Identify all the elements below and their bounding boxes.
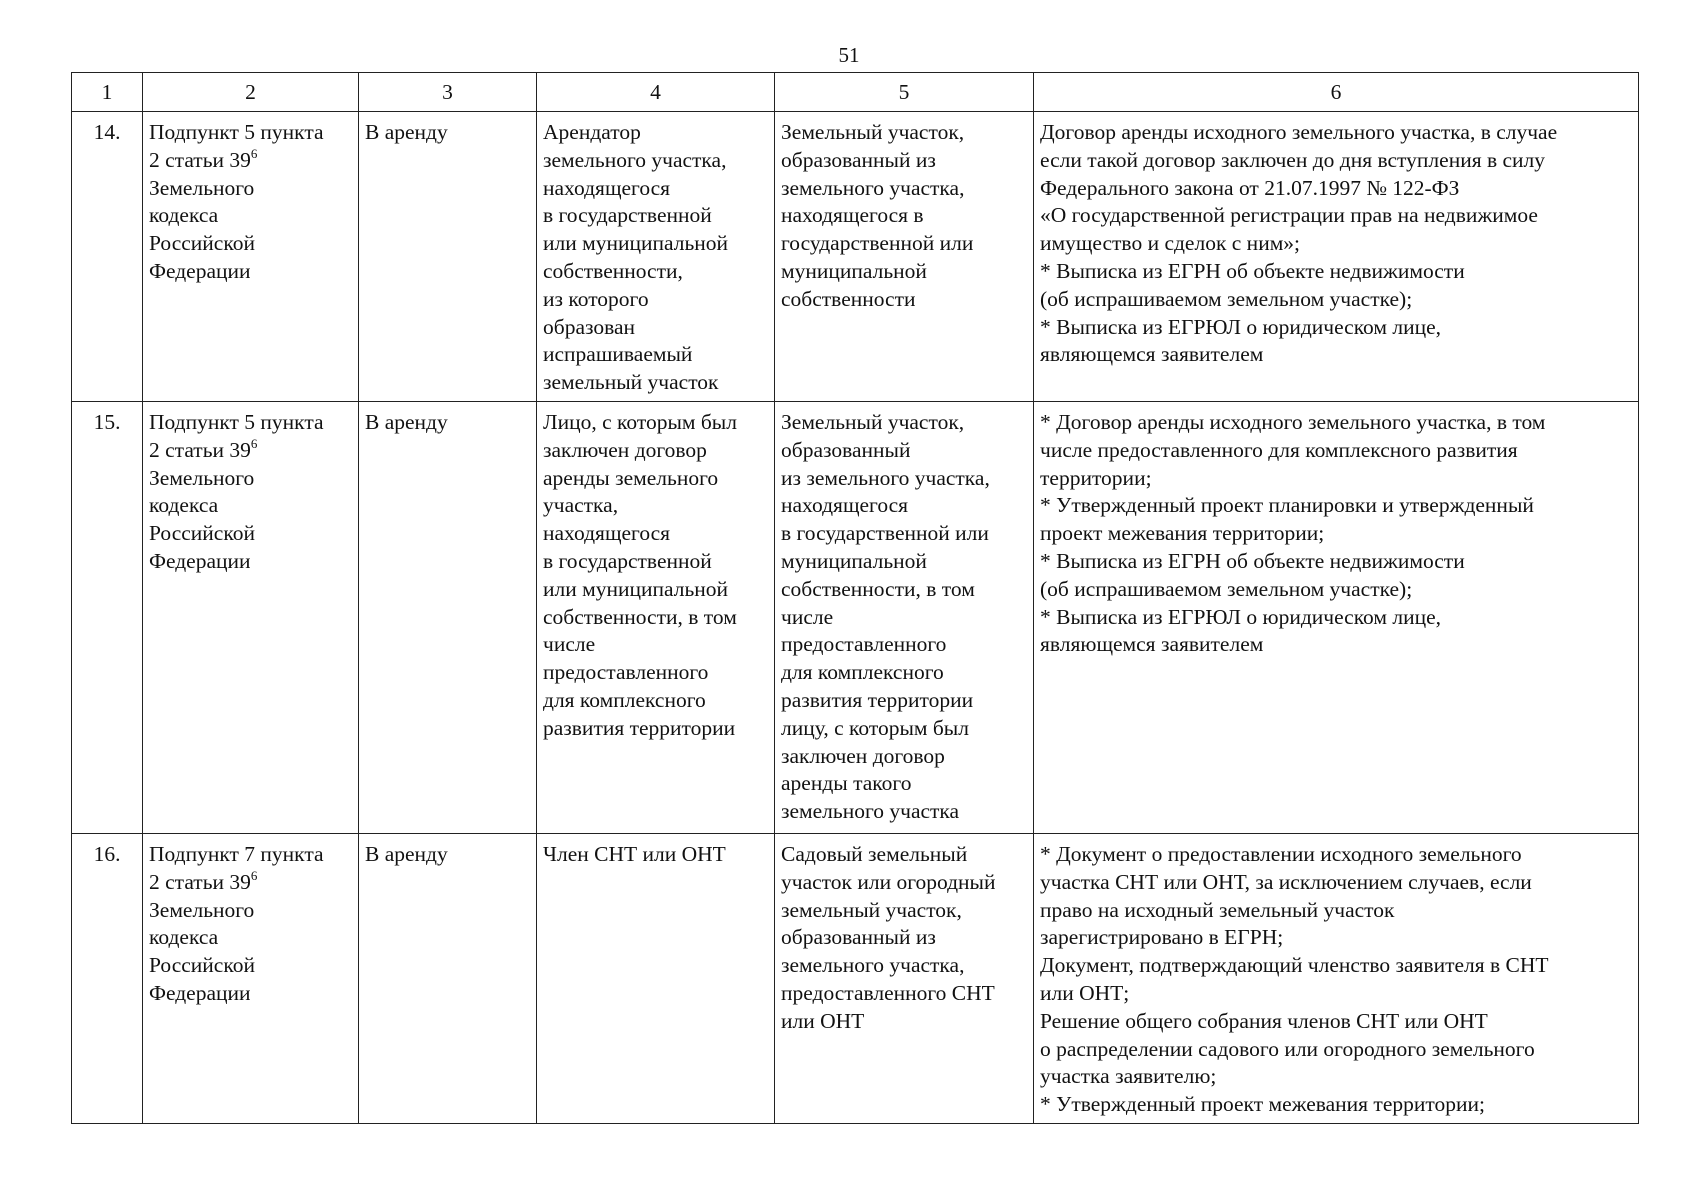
text-line <box>543 369 768 397</box>
text-line-content: * Документ о предоставлении исходного земельного <box>1040 842 1522 866</box>
text-line-content: земельный участок <box>543 370 719 395</box>
text-line <box>781 520 1027 548</box>
text-line <box>781 743 1027 771</box>
text-line-content: участка СНТ или ОНТ, за исключением случаев, если <box>1040 869 1532 894</box>
text-line <box>1040 409 1632 437</box>
text-line <box>1040 897 1632 925</box>
text-line-content: собственности, в том <box>543 604 737 629</box>
text-line-content: кодекса <box>149 925 219 950</box>
text-line-content: образованный <box>781 437 911 462</box>
text-line-content: находящегося <box>543 521 671 546</box>
documents-cell <box>1034 834 1639 1124</box>
legal-basis-cell <box>143 834 359 1124</box>
text-line <box>543 258 768 286</box>
text-line <box>543 147 768 175</box>
text-line-content: * Утвержденный проект межевания территории; <box>1040 1092 1485 1117</box>
text-line <box>1040 1008 1632 1036</box>
text-line-content: кодекса <box>149 493 219 518</box>
text-line <box>1040 1091 1632 1119</box>
text-line <box>543 175 768 203</box>
text-line-content: Земельного <box>149 897 255 922</box>
text-line <box>1040 548 1632 576</box>
applicant-cell <box>537 402 775 834</box>
text-line <box>149 230 352 258</box>
text-line-content: находящегося <box>543 175 671 200</box>
text-line <box>543 409 768 437</box>
text-line <box>1040 492 1632 520</box>
text-line <box>543 465 768 493</box>
text-line-content: Подпункт 5 пункта <box>149 120 324 144</box>
text-line-content: в государственной <box>543 548 712 573</box>
text-line <box>781 437 1027 465</box>
text-line <box>149 465 352 493</box>
text-line-content: развития территории <box>781 687 974 712</box>
text-line <box>1040 230 1632 258</box>
text-line-content: Земельного <box>149 175 255 200</box>
text-line-content: Земельный участок, <box>781 120 965 144</box>
text-line <box>543 520 768 548</box>
text-line <box>1040 604 1632 632</box>
text-line-content: лицу, с которым был <box>781 715 969 740</box>
text-line-content: Федерального закона от 21.07.1997 № 122-ФЗ <box>1040 175 1460 200</box>
text-line-content: или муниципальной <box>543 576 729 601</box>
legal-basis-cell <box>143 112 359 402</box>
text-line <box>149 924 352 952</box>
provision-type-cell <box>359 112 537 402</box>
text-line <box>1040 1036 1632 1064</box>
text-line <box>781 465 1027 493</box>
text-line-content: собственности, в том <box>781 576 975 601</box>
text-line-content: Член СНТ или ОНТ <box>543 842 726 866</box>
text-line <box>781 492 1027 520</box>
text-line-content: Федерации <box>149 258 251 283</box>
column-header: 2 <box>143 73 359 112</box>
text-line-content: В аренду <box>365 410 448 434</box>
text-line-content: муниципальной <box>781 258 927 283</box>
row-number-cell: 14. <box>72 112 143 402</box>
text-line-content: 2 статьи 39 <box>149 147 251 172</box>
text-line-content: являющемся заявителем <box>1040 632 1264 657</box>
text-line <box>1040 119 1632 147</box>
text-line <box>781 659 1027 687</box>
table-row <box>72 112 1639 402</box>
text-line-content: Решение общего собрания членов СНТ или ОНТ <box>1040 1008 1488 1033</box>
land-plot-cell <box>775 402 1034 834</box>
documents-cell <box>1034 402 1639 834</box>
text-line-content: предоставленного СНТ <box>781 980 995 1005</box>
text-line-content: Федерации <box>149 548 251 573</box>
text-line-content: или муниципальной <box>543 231 729 256</box>
text-line-content: Российской <box>149 521 255 546</box>
text-line <box>1040 202 1632 230</box>
text-line <box>781 631 1027 659</box>
text-line-content: * Утвержденный проект планировки и утвержденный <box>1040 493 1534 518</box>
text-line-content: земельный участок, <box>781 897 962 922</box>
text-line-content: Земельный участок, <box>781 410 965 434</box>
table-row <box>72 834 1639 1124</box>
text-line <box>781 286 1027 314</box>
text-line-content: образованный из <box>781 925 936 950</box>
text-line <box>365 409 530 437</box>
text-line <box>781 147 1027 175</box>
text-line-content: 2 статьи 39 <box>149 437 251 462</box>
column-header: 6 <box>1034 73 1639 112</box>
text-line-content: находящегося в <box>781 203 924 228</box>
document-table <box>71 72 1639 1124</box>
superscript: 6 <box>250 145 258 161</box>
text-line-content: * Выписка из ЕГРЮЛ о юридическом лице, <box>1040 604 1442 629</box>
text-line <box>781 258 1027 286</box>
text-line-content: собственности, <box>543 258 683 283</box>
text-line <box>149 548 352 576</box>
text-line <box>149 175 352 203</box>
text-line <box>1040 175 1632 203</box>
text-line <box>149 147 352 175</box>
text-line-content: предоставленного <box>543 660 709 685</box>
text-line <box>781 924 1027 952</box>
text-line <box>1040 1063 1632 1091</box>
text-line <box>543 659 768 687</box>
text-line-content: или ОНТ <box>781 1008 865 1033</box>
page-number: 51 <box>838 43 860 67</box>
text-line <box>1040 341 1632 369</box>
text-line-content: В аренду <box>365 842 448 866</box>
table-header-row <box>72 73 1639 112</box>
text-line-content: «О государственной регистрации прав на недвижимое <box>1040 203 1538 228</box>
text-line-content: 2 статьи 39 <box>149 869 251 894</box>
text-line-content: государственной или <box>781 231 974 256</box>
text-line-content: аренды такого <box>781 771 912 796</box>
text-line <box>543 341 768 369</box>
text-line-content: земельного участка <box>781 799 960 824</box>
text-line-content: являющемся заявителем <box>1040 342 1264 367</box>
text-line <box>149 202 352 230</box>
text-line <box>781 715 1027 743</box>
text-line <box>543 631 768 659</box>
text-line <box>543 314 768 342</box>
text-line <box>543 548 768 576</box>
text-line <box>1040 147 1632 175</box>
text-line-content: * Выписка из ЕГРЮЛ о юридическом лице, <box>1040 314 1442 339</box>
text-line <box>781 687 1027 715</box>
text-line <box>543 230 768 258</box>
text-line-content: (об испрашиваемом земельном участке); <box>1040 286 1413 311</box>
text-line-content: Федерации <box>149 980 251 1005</box>
text-line-content: для комплексного <box>543 687 706 712</box>
text-line <box>781 869 1027 897</box>
text-line <box>365 119 530 147</box>
text-line <box>781 604 1027 632</box>
text-line-content: зарегистрировано в ЕГРН; <box>1040 925 1284 950</box>
text-line <box>365 841 530 869</box>
text-line-content: испрашиваемый <box>543 342 693 367</box>
text-line-content: Договор аренды исходного земельного участка, в случае <box>1040 120 1558 144</box>
text-line <box>149 841 352 869</box>
text-line-content: для комплексного <box>781 660 944 685</box>
text-line <box>1040 437 1632 465</box>
text-line <box>149 869 352 897</box>
documents-cell <box>1034 112 1639 402</box>
text-line-content: в государственной или <box>781 521 989 546</box>
text-line <box>1040 980 1632 1008</box>
text-line <box>1040 520 1632 548</box>
text-line-content: собственности <box>781 286 916 311</box>
text-line-content: право на исходный земельный участок <box>1040 897 1395 922</box>
text-line-content: проект межевания территории; <box>1040 521 1325 546</box>
text-line-content: Лицо, с которым был <box>543 410 737 434</box>
applicant-cell <box>537 834 775 1124</box>
text-line-content: В аренду <box>365 120 448 144</box>
text-line <box>781 841 1027 869</box>
text-line-content: участка, <box>543 493 619 518</box>
text-line-content: Документ, подтверждающий членство заявителя в СНТ <box>1040 953 1549 978</box>
text-line-content: из которого <box>543 286 649 311</box>
text-line <box>781 980 1027 1008</box>
text-line <box>149 437 352 465</box>
text-line <box>149 520 352 548</box>
text-line-content: аренды земельного <box>543 465 719 490</box>
text-line <box>781 897 1027 925</box>
text-line <box>149 409 352 437</box>
superscript: 6 <box>250 867 258 883</box>
text-line-content: земельного участка, <box>781 175 965 200</box>
text-line <box>781 770 1027 798</box>
text-line-content: Садовый земельный <box>781 842 968 866</box>
text-line <box>149 258 352 286</box>
land-plot-cell <box>775 112 1034 402</box>
applicant-cell <box>537 112 775 402</box>
text-line <box>1040 869 1632 897</box>
text-line-content: заключен договор <box>543 437 707 462</box>
column-header: 5 <box>775 73 1034 112</box>
text-line-content: образован <box>543 314 636 339</box>
text-line-content: * Договор аренды исходного земельного участка, в том <box>1040 410 1546 434</box>
text-line-content: муниципальной <box>781 548 927 573</box>
text-line <box>1040 465 1632 493</box>
text-line-content: территории; <box>1040 465 1152 490</box>
provision-type-cell <box>359 834 537 1124</box>
legal-basis-cell <box>143 402 359 834</box>
text-line-content: о распределении садового или огородного земельного <box>1040 1036 1535 1061</box>
text-line <box>149 952 352 980</box>
text-line-content: Российской <box>149 953 255 978</box>
text-line <box>543 119 768 147</box>
text-line <box>1040 314 1632 342</box>
text-line-content: Подпункт 7 пункта <box>149 842 324 866</box>
text-line <box>543 687 768 715</box>
text-line-content: образованный из <box>781 147 936 172</box>
text-line <box>149 119 352 147</box>
text-line-content: земельного участка, <box>543 147 727 172</box>
column-header: 1 <box>72 73 143 112</box>
text-line <box>1040 576 1632 604</box>
text-line <box>1040 631 1632 659</box>
superscript: 6 <box>250 435 258 451</box>
text-line <box>1040 286 1632 314</box>
text-line-content: * Выписка из ЕГРН об объекте недвижимости <box>1040 258 1465 283</box>
text-line-content: Земельного <box>149 465 255 490</box>
text-line <box>1040 924 1632 952</box>
text-line <box>543 492 768 520</box>
text-line <box>781 230 1027 258</box>
text-line <box>781 175 1027 203</box>
text-line-content: числе <box>781 604 834 629</box>
text-line-content: числе предоставленного для комплексного развития <box>1040 437 1518 462</box>
table-body <box>72 112 1639 1124</box>
text-line <box>543 576 768 604</box>
text-line <box>781 798 1027 826</box>
text-line <box>149 492 352 520</box>
column-header: 3 <box>359 73 537 112</box>
text-line-content: из земельного участка, <box>781 465 990 490</box>
text-line-content: земельного участка, <box>781 953 965 978</box>
text-line-content: если такой договор заключен до дня вступления в силу <box>1040 147 1546 172</box>
text-line-content: Подпункт 5 пункта <box>149 410 324 434</box>
text-line <box>543 286 768 314</box>
text-line <box>1040 952 1632 980</box>
text-line-content: предоставленного <box>781 632 947 657</box>
column-header: 4 <box>537 73 775 112</box>
text-line <box>781 119 1027 147</box>
text-line-content: заключен договор <box>781 743 945 768</box>
land-plot-cell <box>775 834 1034 1124</box>
text-line-content: имущество и сделок с ним»; <box>1040 231 1301 256</box>
provision-type-cell <box>359 402 537 834</box>
text-line-content: находящегося <box>781 493 909 518</box>
text-line <box>543 715 768 743</box>
text-line <box>1040 258 1632 286</box>
text-line <box>781 1008 1027 1036</box>
text-line <box>781 202 1027 230</box>
row-number-cell: 15. <box>72 402 143 834</box>
text-line <box>781 548 1027 576</box>
text-line <box>149 897 352 925</box>
text-line <box>543 437 768 465</box>
text-line-content: числе <box>543 632 596 657</box>
text-line-content: в государственной <box>543 203 712 228</box>
text-line-content: (об испрашиваемом земельном участке); <box>1040 576 1413 601</box>
text-line <box>781 576 1027 604</box>
row-number-cell: 16. <box>72 834 143 1124</box>
table-row <box>72 402 1639 834</box>
text-line <box>1040 841 1632 869</box>
text-line <box>543 202 768 230</box>
text-line <box>149 980 352 1008</box>
text-line-content: Российской <box>149 231 255 256</box>
text-line <box>543 604 768 632</box>
text-line-content: * Выписка из ЕГРН об объекте недвижимости <box>1040 548 1465 573</box>
text-line-content: кодекса <box>149 203 219 228</box>
text-line <box>781 409 1027 437</box>
text-line <box>781 952 1027 980</box>
text-line-content: или ОНТ; <box>1040 980 1130 1005</box>
text-line-content: Арендатор <box>543 120 641 144</box>
text-line-content: развития территории <box>543 715 736 740</box>
text-line-content: участок или огородный <box>781 869 996 894</box>
text-line <box>543 841 768 869</box>
text-line-content: участка заявителю; <box>1040 1064 1217 1089</box>
